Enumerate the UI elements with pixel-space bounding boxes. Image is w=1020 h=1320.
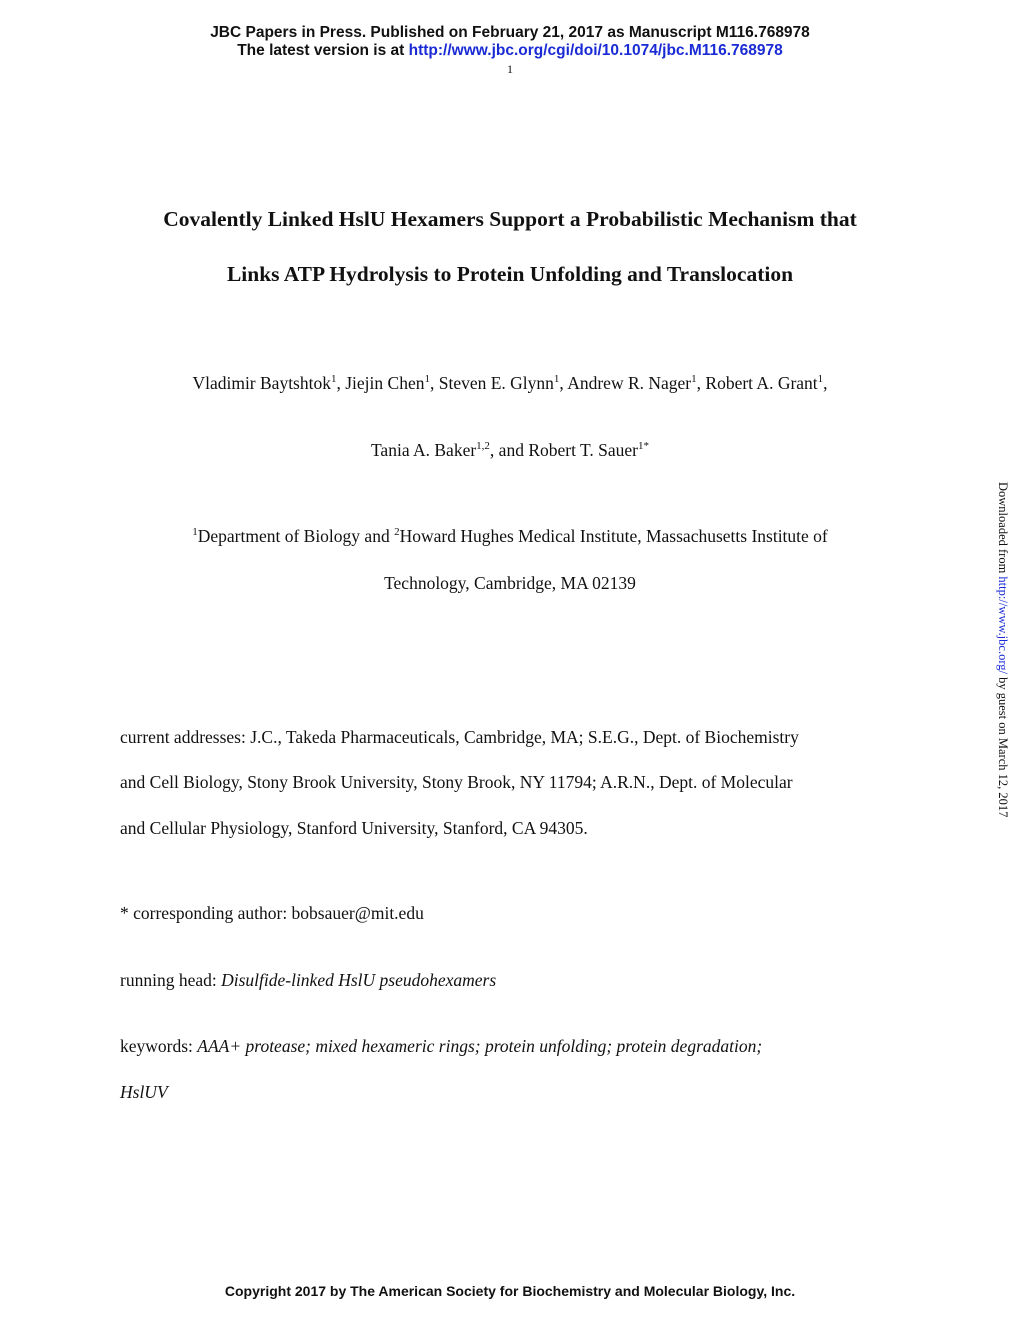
author-affiliation-marker: 1 (553, 373, 560, 386)
author-name: Robert T. Sauer (528, 440, 639, 460)
keywords-line-1 (120, 1036, 762, 1057)
press-header (0, 24, 1020, 60)
affiliation-sup-2: 2 (394, 526, 400, 539)
running-head-label: running head: (120, 970, 222, 990)
press-header-line2 (0, 42, 1020, 60)
author-separator: , (559, 373, 568, 393)
author-name: Robert A. Grant (705, 373, 818, 393)
author-separator: , (696, 373, 706, 393)
author-separator: , and (489, 440, 529, 460)
author-separator: , (336, 373, 346, 393)
title-line-1: Covalently Linked HslU Hexamers Support a Probabilistic Mechanism that (163, 207, 857, 231)
affiliation-line-1 (0, 526, 1020, 547)
current-addresses-line-1: current addresses: J.C., Takeda Pharmaceuticals, Cambridge, MA; S.E.G., Dept. of Biochemistry (120, 727, 799, 747)
authors-line-1 (0, 373, 1020, 394)
author-name: Jiejin Chen (345, 373, 425, 393)
current-addresses-line-2: and Cell Biology, Stony Brook University, Stony Brook, NY 11794; A.R.N., Dept. of Molecular (120, 772, 793, 792)
authors-line-2 (0, 440, 1020, 461)
affiliation-dept: Department of Biology and (197, 526, 395, 546)
author-name: Tania A. Baker (370, 440, 477, 460)
author-affiliation-marker: 1 (691, 373, 697, 386)
copyright-footer: Copyright 2017 by The American Society for Biochemistry and Molecular Biology, Inc. (224, 1283, 796, 1299)
press-header-line1: JBC Papers in Press. Published on February 21, 2017 as Manuscript M116.768978 (210, 24, 810, 41)
author-name: Vladimir Baytshtok (192, 373, 331, 393)
page-number: 1 (507, 62, 513, 76)
keywords-label: keywords: (120, 1036, 198, 1056)
author-affiliation-marker: 1* (638, 440, 650, 453)
affiliation-sup-1: 1 (192, 526, 198, 539)
download-sidebar (995, 482, 1010, 817)
sidebar-prefix: Downloaded from (996, 482, 1010, 577)
running-head-value: Disulfide-linked HslU pseudohexamers (221, 970, 497, 990)
title-line-2: Links ATP Hydrolysis to Protein Unfolding and Translocation (226, 262, 794, 286)
keywords-line-2 (120, 1082, 168, 1103)
author-affiliation-marker: 1,2 (476, 440, 490, 453)
doi-link[interactable]: http://www.jbc.org/cgi/doi/10.1074/jbc.M116.768978 (408, 42, 783, 59)
author-separator: , (823, 373, 828, 393)
affiliation-line-2: Technology, Cambridge, MA 02139 (384, 573, 636, 593)
corresponding-author: * corresponding author: bobsauer@mit.edu (120, 903, 424, 923)
affiliation-institute: Howard Hughes Medical Institute, Massachusetts Institute of (399, 526, 828, 546)
jbc-link[interactable]: http://www.jbc.org/ (996, 576, 1010, 674)
author-name: Steven E. Glynn (438, 373, 554, 393)
author-separator: , (429, 373, 439, 393)
sidebar-suffix: by guest on March 12, 2017 (996, 674, 1010, 818)
press-header-prefix: The latest version is at (237, 42, 409, 59)
keywords-list-cont: HslUV (120, 1082, 168, 1102)
author-affiliation-marker: 1 (817, 373, 824, 386)
keywords-list: AAA+ protease; mixed hexameric rings; protein unfolding; protein degradation; (197, 1036, 763, 1056)
author-affiliation-marker: 1 (330, 373, 337, 386)
current-addresses-line-3: and Cellular Physiology, Stanford University, Stanford, CA 94305. (120, 818, 588, 838)
running-head (120, 970, 496, 991)
author-name: Andrew R. Nager (567, 373, 692, 393)
author-affiliation-marker: 1 (424, 373, 430, 386)
